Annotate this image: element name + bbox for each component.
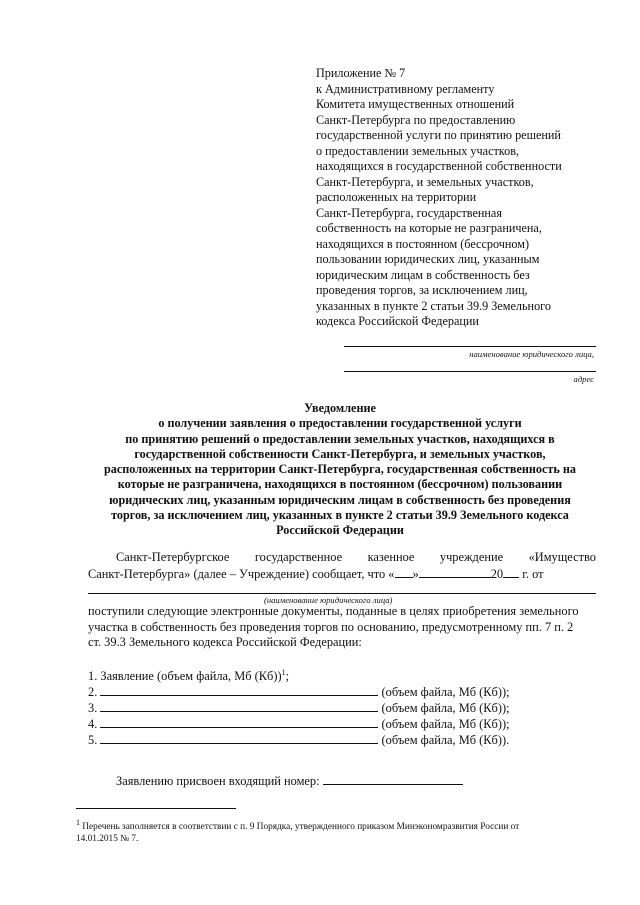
day-field[interactable]: [395, 566, 413, 578]
appendix-line: находящихся в постоянном (бессрочном): [316, 236, 530, 251]
appendix-line: Приложение № 7: [316, 66, 406, 80]
title-line: по принятию решений о предоставлении земельных участков, находящихся в: [125, 431, 555, 446]
footnote: [76, 817, 519, 845]
recipient-name-caption: наименование юридического лица,: [469, 349, 594, 359]
list-item: [88, 700, 510, 716]
footnote-line: [76, 817, 519, 833]
list-item-suffix: (объем файла, Мб (Кб)).: [381, 733, 510, 747]
appendix-header: [316, 66, 616, 330]
list-item-1: [88, 668, 289, 684]
title-line: которые не разграничена, находящихся в постоянном (бессрочном) пользовании: [117, 477, 563, 492]
incoming-number-label: Заявлению присвоен входящий номер:: [116, 774, 320, 788]
legal-entity-caption: (наименование юридического лица): [264, 595, 393, 605]
appendix-line: указанных в пункте 2 статьи 39.9 Земельного: [316, 298, 551, 313]
document-name-field[interactable]: [100, 732, 378, 744]
notice-title: [80, 401, 600, 539]
recipient-address-line[interactable]: [344, 371, 596, 372]
list-item: [88, 732, 509, 748]
document-name-field[interactable]: [100, 700, 378, 712]
list-item-suffix: (объем файла, Мб (Кб));: [381, 701, 510, 715]
appendix-line: Санкт-Петербурга, государственная: [316, 205, 502, 220]
appendix-line: Санкт-Петербурга по предоставлению: [316, 112, 516, 127]
appendix-line: государственной услуги по принятию решений: [316, 128, 561, 142]
body-line-2-start: Санкт-Петербурга» (далее – Учреждение) сообщает, что «: [88, 567, 395, 581]
list-item-number: 4.: [88, 717, 98, 731]
recipient-address-caption: адрес: [573, 374, 594, 384]
list-item-label: 1. Заявление (объем файла, Мб (Кб)): [88, 669, 282, 684]
list-item-number: 5.: [88, 733, 98, 747]
footnote-mark: 1: [76, 818, 80, 827]
appendix-line: юридическим лицам в собственность без: [316, 267, 530, 282]
list-item-suffix: (объем файла, Мб (Кб));: [381, 717, 510, 731]
appendix-line: Комитета имущественных отношений: [316, 97, 515, 111]
title-line: Российской Федерации: [276, 523, 404, 538]
body-line-1: [116, 550, 596, 565]
list-item-number: 2.: [88, 685, 98, 699]
appendix-line: Санкт-Петербурга, и земельных участков,: [316, 174, 534, 189]
title-line: государственной собственности Санкт-Петербурга, и земельных участков,: [134, 446, 546, 461]
footnote-separator: [76, 808, 236, 809]
incoming-number-row: [116, 773, 463, 789]
appendix-line: пользовании юридических лиц, указанным: [316, 252, 540, 266]
body-word: государственное: [254, 550, 343, 564]
legal-entity-line[interactable]: [88, 593, 596, 594]
quote-close: »: [412, 567, 419, 581]
paragraph-line: участка в собственность без проведения торгов по основанию, предусмотренному пп. 7 п. 2: [88, 619, 574, 634]
footnote-line: 14.01.2015 № 7.: [76, 834, 139, 845]
title-line: Уведомление: [304, 401, 376, 415]
appendix-line: проведения торгов, за исключением лиц,: [316, 283, 528, 297]
title-line: о получении заявления о предоставлении государственной услуги: [158, 416, 522, 431]
year-field[interactable]: [503, 566, 519, 578]
body-paragraph: [88, 604, 579, 651]
body-line-2: [88, 566, 544, 582]
paragraph-line: поступили следующие электронные документы, поданные в целях приобретения земельного: [88, 604, 579, 618]
document-name-field[interactable]: [100, 684, 378, 696]
paragraph-line: ст. 39.3 Земельного кодекса Российской Федерации:: [88, 635, 362, 649]
list-item: [88, 716, 510, 732]
title-line: торгов, за исключением лиц, указанных в пункте 2 статьи 39.9 Земельного кодекса: [111, 508, 569, 523]
footnote-text: Перечень заполняется в соответствии с п. 9 Порядка, утвержденного приказом Минэкономразвития России от: [82, 822, 520, 833]
title-line: расположенных на территории Санкт-Петербурга, государственная собственность на: [103, 462, 577, 477]
appendix-line: собственность на которые не разграничена,: [316, 221, 542, 235]
body-word: учреждение: [439, 550, 504, 564]
list-item-number: 3.: [88, 701, 98, 715]
body-word: казенное: [367, 550, 415, 564]
body-word: «Имущество: [528, 550, 596, 564]
appendix-line: кодекса Российской Федерации: [316, 314, 479, 328]
list-item-end: ;: [285, 669, 290, 684]
list-item-suffix: (объем файла, Мб (Кб));: [381, 685, 510, 699]
appendix-line: находящихся в государственной собственности: [316, 159, 562, 173]
recipient-name-line[interactable]: [344, 346, 596, 347]
year-prefix: 20: [490, 567, 504, 581]
appendix-line: о предоставлении земельных участков,: [316, 143, 519, 158]
appendix-line: расположенных на территории: [316, 190, 477, 204]
body-word: Санкт-Петербургское: [116, 550, 230, 564]
month-field[interactable]: [419, 566, 491, 578]
list-item: [88, 684, 510, 700]
document-name-field[interactable]: [100, 716, 378, 728]
incoming-number-field[interactable]: [323, 773, 463, 785]
title-line: юридических лиц, указанным юридическим лицам в собственность без проведения: [109, 492, 571, 507]
footnote-ref[interactable]: 1: [281, 668, 286, 677]
appendix-line: к Административному регламенту: [316, 81, 495, 96]
body-line-2-end: г. от: [522, 567, 544, 581]
